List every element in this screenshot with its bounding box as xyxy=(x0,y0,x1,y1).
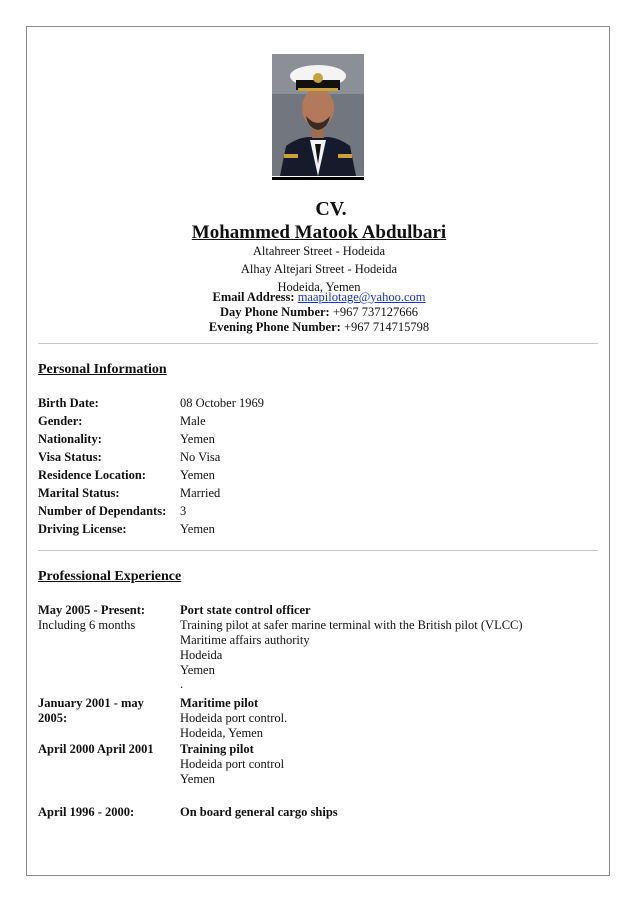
email-link[interactable]: maapilotage@yahoo.com xyxy=(297,290,426,304)
professional-experience-heading: Professional Experience xyxy=(38,569,182,584)
experience-role: Training pilot xyxy=(180,742,254,756)
marital-status-value: Married xyxy=(180,486,221,500)
gender-value: Male xyxy=(180,414,206,428)
experience-date: April 2000 April 2001 xyxy=(38,742,154,756)
email-line xyxy=(0,290,638,305)
personal-info-heading: Personal Information xyxy=(38,362,167,377)
residence-value: Yemen xyxy=(180,468,215,482)
evening-phone-label: Evening Phone Number: xyxy=(208,320,341,334)
candidate-name: Mohammed Matook Abdulbari xyxy=(191,222,447,243)
experience-role: Maritime pilot xyxy=(180,696,259,710)
divider xyxy=(38,550,598,551)
nationality-label: Nationality: xyxy=(38,432,102,446)
gender-label: Gender: xyxy=(38,414,83,428)
visa-status-value: No Visa xyxy=(180,450,221,464)
day-phone-value: +967 737127666 xyxy=(332,305,419,319)
residence-label: Residence Location: xyxy=(38,468,146,482)
driving-license-value: Yemen xyxy=(180,522,215,536)
experience-date: January 2001 - may xyxy=(38,696,144,710)
evening-phone-line xyxy=(0,320,638,335)
experience-detail: Maritime affairs authority xyxy=(180,633,310,647)
experience-detail: Yemen xyxy=(180,772,215,786)
experience-date-note: Including 6 months xyxy=(38,618,136,632)
dependants-value: 3 xyxy=(180,504,187,518)
nationality-value: Yemen xyxy=(180,432,215,446)
email-label: Email Address: xyxy=(212,290,295,304)
marital-status-label: Marital Status: xyxy=(38,486,120,500)
dependants-label: Number of Dependants: xyxy=(38,504,167,518)
experience-detail: Hodeida port control xyxy=(180,757,285,771)
profile-photo xyxy=(272,54,364,176)
address-line-1: Altahreer Street - Hodeida xyxy=(252,244,386,258)
experience-date: 2005: xyxy=(38,711,68,725)
birth-date-label: Birth Date: xyxy=(38,396,99,410)
experience-date: May 2005 - Present: xyxy=(38,603,146,617)
cv-title: CV. xyxy=(315,198,347,220)
divider xyxy=(38,343,598,344)
day-phone-line xyxy=(0,305,638,320)
experience-detail: Training pilot at safer marine terminal with the British pilot (VLCC) xyxy=(180,618,523,632)
address-line-3: Hodeida, Yemen xyxy=(277,280,361,294)
experience-role: Port state control officer xyxy=(180,603,311,617)
experience-detail: Hodeida port control. xyxy=(180,711,288,725)
day-phone-label: Day Phone Number: xyxy=(219,305,330,319)
experience-detail: Hodeida, Yemen xyxy=(180,726,263,740)
visa-status-label: Visa Status: xyxy=(38,450,102,464)
photo-underline xyxy=(272,177,364,180)
evening-phone-value: +967 714715798 xyxy=(343,320,430,334)
address-line-2: Alhay Altejari Street - Hodeida xyxy=(240,262,398,276)
experience-detail: . xyxy=(180,677,184,691)
experience-detail: Yemen xyxy=(180,663,215,677)
experience-date: April 1996 - 2000: xyxy=(38,805,135,819)
driving-license-label: Driving License: xyxy=(38,522,127,536)
experience-detail: Hodeida xyxy=(180,648,223,662)
experience-role: On board general cargo ships xyxy=(180,805,338,819)
birth-date-value: 08 October 1969 xyxy=(180,396,265,410)
